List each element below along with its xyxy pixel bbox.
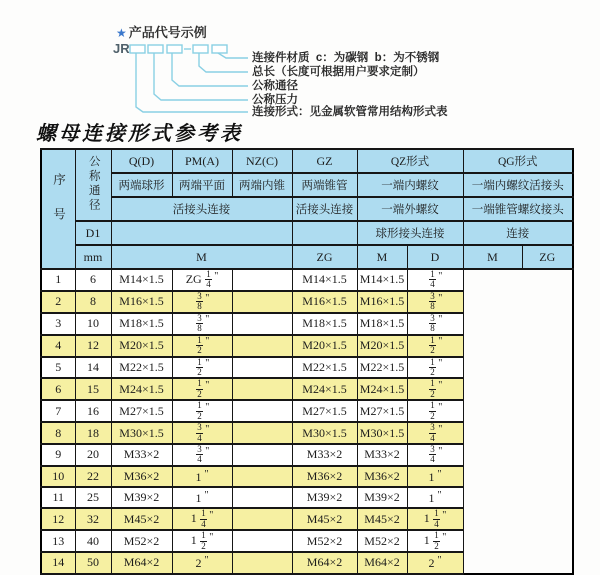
fraction: $\frac{3}{4}$ xyxy=(430,422,435,443)
cell-dn: 12 xyxy=(75,335,111,357)
cell-qz-d: M39×2 xyxy=(292,487,357,508)
cell-qg-m: M16×1.5 xyxy=(357,291,407,313)
cell-qg-m: M52×2 xyxy=(357,530,407,552)
cell-m: M33×2 xyxy=(111,444,172,466)
cell-gz: $\frac{1}{2}$ " xyxy=(172,378,232,400)
table-row xyxy=(41,269,573,291)
cell-qz-m xyxy=(232,400,292,422)
diagram-label-1: 连接件材质 c：为碳钢 b：为不锈钢 xyxy=(252,52,440,64)
table-row xyxy=(41,552,573,573)
header-blank-gz xyxy=(292,221,357,245)
header-type-nz: 两端内锥 xyxy=(232,173,292,197)
cell-dn: 18 xyxy=(75,422,111,444)
cell-qz-m xyxy=(232,530,292,552)
fraction: $\frac{3}{4}$ xyxy=(197,422,202,443)
code-box-1 xyxy=(130,45,145,53)
cell-qz-d: M52×2 xyxy=(292,530,357,552)
cell-qg-zg: 1 $\frac{1}{4}$ " xyxy=(407,508,463,530)
cell-dn: 6 xyxy=(75,269,111,291)
cell-dn: 15 xyxy=(75,378,111,400)
header-unit-qz-m: M xyxy=(357,245,407,269)
fraction: $\frac{1}{4}$ xyxy=(201,508,206,529)
table-row xyxy=(41,313,573,335)
table-row xyxy=(41,487,573,508)
cell-qz-m xyxy=(232,487,292,508)
fraction: $\frac{1}{4}$ xyxy=(434,508,439,529)
table-title: 螺母连接形式参考表 xyxy=(36,123,243,145)
cell-m: M36×2 xyxy=(111,466,172,487)
fraction: $\frac{1}{2}$ xyxy=(197,400,202,421)
table-row xyxy=(41,357,573,379)
cell-qg-zg: $\frac{3}{4}$ " xyxy=(407,444,463,466)
fraction: $\frac{1}{2}$ xyxy=(430,356,435,377)
cell-m: M45×2 xyxy=(111,508,172,530)
cell-dn: 16 xyxy=(75,400,111,422)
header-conn-qz: 一端外螺纹 xyxy=(357,197,463,221)
header-conn-qpmnz: 活接头连接 xyxy=(111,197,292,221)
cell-qg-zg: 2 " xyxy=(407,552,463,573)
fraction: $\frac{1}{2}$ xyxy=(430,378,435,399)
header-unit-m: M xyxy=(111,245,292,269)
cell-dn: 20 xyxy=(75,444,111,466)
cell-qg-m: M36×2 xyxy=(357,466,407,487)
cell-gz: 1 " xyxy=(172,487,232,508)
cell-gz: $\frac{3}{8}$ " xyxy=(172,291,232,313)
cell-qz-m xyxy=(232,422,292,444)
fraction: $\frac{1}{4}$ xyxy=(206,269,211,290)
cell-qg-zg: 1 " xyxy=(407,487,463,508)
header-blank-left xyxy=(111,221,292,245)
cell-qz-d: M45×2 xyxy=(292,508,357,530)
cell-qg-m: M30×1.5 xyxy=(357,422,407,444)
cell-qg-m: M45×2 xyxy=(357,508,407,530)
fraction: $\frac{1}{4}$ xyxy=(430,269,435,290)
connector-line-4 xyxy=(154,53,248,100)
header-d1: D1 xyxy=(75,221,111,245)
cell-qg-m: M22×1.5 xyxy=(357,357,407,379)
cell-qz-d: M16×1.5 xyxy=(292,291,357,313)
cell-gz: $\frac{3}{8}$ " xyxy=(172,313,232,335)
fraction: $\frac{3}{4}$ xyxy=(197,444,202,465)
cell-qg-zg: $\frac{3}{8}$ " xyxy=(407,291,463,313)
header-group-qg: QG形式 xyxy=(463,149,573,173)
cell-qz-m xyxy=(232,291,292,313)
cell-qg-m: M64×2 xyxy=(357,552,407,573)
cell-qg-m: M18×1.5 xyxy=(357,313,407,335)
table-header xyxy=(41,149,573,269)
cell-qg-zg: $\frac{1}{2}$ " xyxy=(407,400,463,422)
header-group-pm: PM(A) xyxy=(172,149,232,173)
diagram-heading-text: 产品代号示例 xyxy=(128,25,207,40)
cell-qg-m: M39×2 xyxy=(357,487,407,508)
cell-seq: 8 xyxy=(41,422,75,444)
cell-qz-m xyxy=(232,269,292,291)
cell-seq: 13 xyxy=(41,530,75,552)
diagram-label-2: 总长（长度可根据用户要求定制） xyxy=(252,66,425,78)
cell-gz: 1 $\frac{1}{2}$ " xyxy=(172,530,232,552)
header-conn2-qg: 连接 xyxy=(463,221,573,245)
header-unit-zg: ZG xyxy=(292,245,357,269)
cell-qg-zg: 1 " xyxy=(407,466,463,487)
cell-dn: 14 xyxy=(75,357,111,379)
cell-dn: 8 xyxy=(75,291,111,313)
cell-qz-m xyxy=(232,444,292,466)
connector-line-5 xyxy=(136,53,248,112)
cell-qz-m xyxy=(232,335,292,357)
cell-seq: 7 xyxy=(41,400,75,422)
cell-dn: 32 xyxy=(75,508,111,530)
cell-qz-d: M33×2 xyxy=(292,444,357,466)
cell-m: M18×1.5 xyxy=(111,313,172,335)
cell-seq: 2 xyxy=(41,291,75,313)
header-type-qg: 一端内螺纹活接头 xyxy=(463,173,573,197)
cell-dn: 40 xyxy=(75,530,111,552)
cell-m: M16×1.5 xyxy=(111,291,172,313)
fraction: $\frac{1}{2}$ xyxy=(430,334,435,356)
header-group-gz: GZ xyxy=(292,149,357,173)
cell-m: M64×2 xyxy=(111,552,172,573)
cell-seq: 3 xyxy=(41,313,75,335)
cell-qg-m: M14×1.5 xyxy=(357,269,407,291)
cell-qz-m xyxy=(232,313,292,335)
header-unit-qg-zg: ZG xyxy=(522,245,573,269)
cell-m: M22×1.5 xyxy=(111,357,172,379)
header-type-q: 两端球形 xyxy=(111,173,172,197)
cell-seq: 1 xyxy=(41,269,75,291)
header-unit-qg-m: M xyxy=(463,245,522,269)
product-code-prefix: JR xyxy=(113,41,130,56)
fraction: $\frac{1}{2}$ xyxy=(434,530,439,551)
cell-qz-d: M36×2 xyxy=(292,466,357,487)
header-conn-qg: 一端锥管螺纹接头 xyxy=(463,197,573,221)
header-conn2-qz: 球形接头连接 xyxy=(357,221,463,245)
header-group-qz: QZ形式 xyxy=(357,149,463,173)
nut-connection-reference-table xyxy=(40,148,574,575)
cell-qz-m xyxy=(232,552,292,573)
header-unit-qz-d: D xyxy=(407,245,463,269)
cell-qg-m: M27×1.5 xyxy=(357,400,407,422)
cell-m: M27×1.5 xyxy=(111,400,172,422)
table-row xyxy=(41,530,573,552)
fraction: $\frac{3}{8}$ xyxy=(197,312,202,334)
cell-qg-zg: $\frac{3}{4}$ " xyxy=(407,422,463,444)
cell-qz-m xyxy=(232,357,292,379)
cell-dn: 10 xyxy=(75,313,111,335)
cell-qz-m xyxy=(232,466,292,487)
cell-gz: ZG $\frac{1}{4}$ " xyxy=(172,269,232,291)
header-type-pm: 两端平面 xyxy=(172,173,232,197)
cell-qg-zg: $\frac{1}{2}$ " xyxy=(407,335,463,357)
table-row xyxy=(41,422,573,444)
cell-qz-d: M30×1.5 xyxy=(292,422,357,444)
cell-seq: 4 xyxy=(41,335,75,357)
cell-qg-zg: $\frac{1}{2}$ " xyxy=(407,378,463,400)
star-icon: ★ xyxy=(116,26,127,40)
diagram-label-3: 公称通径 xyxy=(252,80,298,92)
fraction: $\frac{3}{8}$ xyxy=(430,290,435,312)
header-type-qz: 一端内螺纹 xyxy=(357,173,463,197)
fraction: $\frac{1}{2}$ xyxy=(430,400,435,421)
code-box-5 xyxy=(212,45,227,53)
code-box-3 xyxy=(167,45,182,53)
header-nominal-diameter xyxy=(75,149,111,221)
header-type-gz: 两端锥管 xyxy=(292,173,357,197)
cell-qg-zg: $\frac{1}{2}$ " xyxy=(407,357,463,379)
table-row xyxy=(41,335,573,357)
cell-seq: 10 xyxy=(41,466,75,487)
header-group-nz: NZ(C) xyxy=(232,149,292,173)
cell-m: M30×1.5 xyxy=(111,422,172,444)
cell-qz-d: M24×1.5 xyxy=(292,378,357,400)
fraction: $\frac{3}{8}$ xyxy=(430,312,435,334)
cell-seq: 12 xyxy=(41,508,75,530)
cell-qg-zg: $\frac{3}{8}$ " xyxy=(407,313,463,335)
cell-seq: 5 xyxy=(41,357,75,379)
code-box-4 xyxy=(193,45,208,53)
cell-qz-d: M22×1.5 xyxy=(292,357,357,379)
cell-qz-d: M64×2 xyxy=(292,552,357,573)
header-seq xyxy=(41,149,75,269)
cell-qz-d: M27×1.5 xyxy=(292,400,357,422)
table-row xyxy=(41,508,573,530)
cell-qg-zg: $\frac{1}{4}$ " xyxy=(407,269,463,291)
fraction: $\frac{1}{2}$ xyxy=(197,378,202,399)
code-box-2 xyxy=(148,45,163,53)
cell-gz: $\frac{1}{2}$ " xyxy=(172,357,232,379)
cell-dn: 25 xyxy=(75,487,111,508)
fraction: $\frac{1}{2}$ xyxy=(201,530,206,551)
cell-seq: 14 xyxy=(41,552,75,573)
connector-line-1 xyxy=(218,53,248,58)
cell-qg-m: M24×1.5 xyxy=(357,378,407,400)
cell-dn: 22 xyxy=(75,466,111,487)
cell-qz-d: M20×1.5 xyxy=(292,335,357,357)
cell-qz-m xyxy=(232,378,292,400)
cell-qz-d: M18×1.5 xyxy=(292,313,357,335)
table-row xyxy=(41,378,573,400)
cell-qz-d: M14×1.5 xyxy=(292,269,357,291)
cell-qz-m xyxy=(232,508,292,530)
cell-gz: 1 " xyxy=(172,466,232,487)
table-row xyxy=(41,444,573,466)
fraction: $\frac{1}{2}$ xyxy=(197,334,202,356)
cell-gz: $\frac{3}{4}$ " xyxy=(172,444,232,466)
cell-gz: 1 $\frac{1}{4}$ " xyxy=(172,508,232,530)
cell-m: M14×1.5 xyxy=(111,269,172,291)
table-row xyxy=(41,291,573,313)
cell-gz: $\frac{1}{2}$ " xyxy=(172,400,232,422)
cell-m: M52×2 xyxy=(111,530,172,552)
fraction: $\frac{1}{2}$ xyxy=(197,356,202,377)
cell-dn: 50 xyxy=(75,552,111,573)
header-seq-label: 序号 xyxy=(51,173,66,242)
cell-seq: 11 xyxy=(41,487,75,508)
cell-m: M39×2 xyxy=(111,487,172,508)
cell-qg-zg: 1 $\frac{1}{2}$ " xyxy=(407,530,463,552)
fraction: $\frac{3}{4}$ xyxy=(430,444,435,465)
table-row xyxy=(41,400,573,422)
diagram-label-5: 连接形式：见金属软管常用结构形式表 xyxy=(252,106,448,118)
cell-seq: 6 xyxy=(41,378,75,400)
table-body xyxy=(41,269,573,574)
cell-gz: $\frac{1}{2}$ " xyxy=(172,335,232,357)
cell-gz: $\frac{3}{4}$ " xyxy=(172,422,232,444)
cell-qg-m: M20×1.5 xyxy=(357,335,407,357)
diagram-label-4: 公称压力 xyxy=(252,94,298,106)
cell-m: M20×1.5 xyxy=(111,335,172,357)
header-group-q: Q(D) xyxy=(111,149,172,173)
fraction: $\frac{3}{8}$ xyxy=(197,290,202,312)
header-unit-mm: mm xyxy=(75,245,111,269)
table-row xyxy=(41,466,573,487)
cell-qg-m: M33×2 xyxy=(357,444,407,466)
header-nominal-diameter-label: 公称通径 xyxy=(87,154,100,213)
cell-gz: 2 " xyxy=(172,552,232,573)
cell-m: M24×1.5 xyxy=(111,378,172,400)
cell-seq: 9 xyxy=(41,444,75,466)
header-conn-gz: 活接头连接 xyxy=(292,197,357,221)
